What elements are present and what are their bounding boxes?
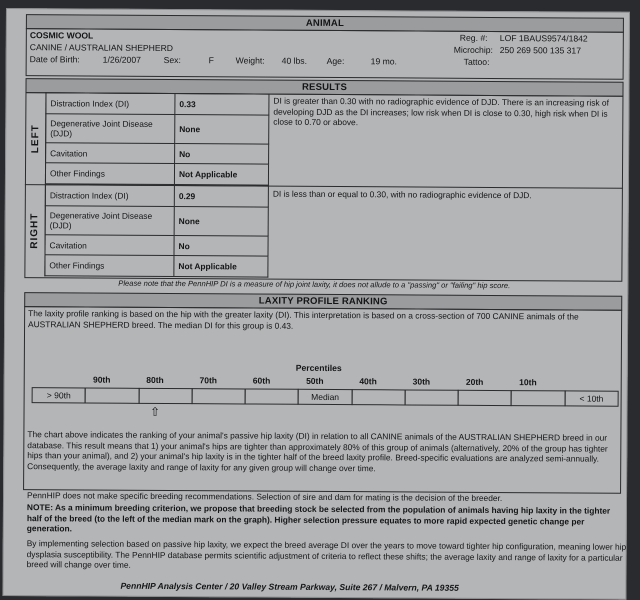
age-value: 19 mo. xyxy=(370,56,397,67)
percentile-label: 60th xyxy=(252,375,271,386)
percentile-cell xyxy=(138,388,192,404)
right-cavitation-value: No xyxy=(174,236,268,257)
percentile-label: 50th xyxy=(306,375,324,386)
right-hip-table xyxy=(44,184,269,277)
percentile-cell xyxy=(458,390,512,406)
ranking-explanation: The chart above indicates the ranking of your animal's passive hip laxity (DI) in relation to all CANINE animals of the AUSTRALIAN SHEPHERD breed in our database. This result means that 1) your animal's hips are tighter than approximately 80% of this group of animals (alternatively, 20% of the group has tighter hips than your animal), and 2) your animal's hip laxity is in the tighter half of the breed laxity profile. Breed-specific evaluations are analyzed semi-annually. Consequently, the average laxity and range of laxity for any given group will change over time. xyxy=(27,429,608,474)
right-di-label: Distraction Index (DI) xyxy=(45,185,174,207)
left-hip-comment: DI is greater than 0.30 with no radiographic evidence of DJD. There is an increasing risk of developing DJD as the DI increases; low risk when DI is close to 0.30, high risk when DI is close to 0.70 or above. xyxy=(273,95,609,128)
left-di-value: 0.33 xyxy=(175,94,269,116)
footer-address: PennHIP Analysis Center / 20 Valley Stream Parkway, Suite 267 / Malvern, PA 19355 xyxy=(120,580,459,593)
right-cavitation-label: Cavitation xyxy=(45,235,174,256)
animal-name: COSMIC WOOL xyxy=(29,30,94,41)
rank-marker-arrow-icon: ⇧ xyxy=(150,404,161,419)
ranking-intro: The laxity profile ranking is based on the hip with the greater laxity (DI). This interpretation is based on a cross-section of 700 CANINE animals of the AUSTRALIAN SHEPHERD breed. The median DI for this group is 0.43. xyxy=(28,308,579,331)
selection-explanation: By implementing selection based on passive hip laxity, we expect the breed average DI over the years to move toward tighter hip configuration, meaning lower hip dysplasia susceptibility. The PennHIP database permits scientific adjustment of criteria to reflect these shifts; the average laxity and range of laxity for a particular breed will change over time. xyxy=(26,538,627,570)
right-hip-comment: DI is less than or equal to 0.30, with no radiographic evidence of DJD. xyxy=(272,188,532,201)
sex-value: F xyxy=(208,55,214,66)
percentile-label: 80th xyxy=(146,374,164,385)
percentile-cell xyxy=(85,387,139,403)
percentile-label: 10th xyxy=(519,377,537,388)
results-note: Please note that the PennHIP DI is a measure of hip joint laxity, it does not allude to a "passing" or "failing" hip score. xyxy=(118,278,511,291)
left-hip-label: LEFT xyxy=(25,92,47,184)
left-hip-table xyxy=(45,92,270,185)
dob-value: 1/26/2007 xyxy=(102,54,141,65)
report-page xyxy=(2,8,630,600)
percentile-label: 20th xyxy=(465,376,484,387)
percentile-cell-bottom: < 10th xyxy=(564,390,618,406)
ranking-section-header: LAXITY PROFILE RANKING xyxy=(24,292,622,311)
weight-label: Weight: xyxy=(235,55,265,66)
left-other-label: Other Findings xyxy=(45,163,174,185)
animal-section-header: ANIMAL xyxy=(26,14,624,33)
left-other-value: Not Applicable xyxy=(174,164,268,186)
left-di-label: Distraction Index (DI) xyxy=(46,93,175,115)
right-other-label: Other Findings xyxy=(45,255,174,277)
right-di-value: 0.29 xyxy=(174,186,268,208)
left-djd-value: None xyxy=(175,115,269,145)
age-label: Age: xyxy=(326,55,345,67)
percentiles-title: Percentiles xyxy=(295,362,342,374)
microchip-value: 250 269 500 135 317 xyxy=(499,45,582,56)
right-djd-label: Degenerative Joint Disease (DJD) xyxy=(45,206,174,236)
percentile-label: 40th xyxy=(359,376,377,387)
percentile-cell xyxy=(511,390,565,406)
results-section-header: RESULTS xyxy=(25,78,623,97)
percentile-label: 70th xyxy=(199,375,218,386)
right-hip-label: RIGHT xyxy=(24,184,46,276)
left-djd-label: Degenerative Joint Disease (DJD) xyxy=(46,114,175,144)
dob-label: Date of Birth: xyxy=(29,54,80,65)
sex-label: Sex: xyxy=(163,54,181,66)
weight-value: 40 lbs. xyxy=(281,55,308,66)
breeding-note: NOTE: As a minimum breeding criterion, we propose that breeding stock be selected from the population of animals having hip laxity in the tighter half of the breed (to the left of the median mark on the graph). Higher selection pressure equates to more rapid expected genetic change per generation. xyxy=(26,502,611,534)
percentile-cell-median: Median xyxy=(298,389,352,405)
percentile-label: 90th xyxy=(92,374,111,385)
percentile-cell xyxy=(351,389,405,405)
right-djd-value: None xyxy=(174,207,268,237)
microchip-label: Microchip: xyxy=(453,44,493,55)
left-cavitation-value: No xyxy=(175,144,269,165)
tattoo-label: Tattoo: xyxy=(463,56,490,67)
percentile-cell-top: > 90th xyxy=(32,387,86,403)
left-cavitation-label: Cavitation xyxy=(46,143,175,164)
reg-value: LOF 1BAUS9574/1842 xyxy=(499,33,588,44)
percentile-cell xyxy=(404,389,458,405)
percentile-cell xyxy=(191,388,245,404)
percentile-cell xyxy=(245,388,299,404)
animal-breed: CANINE / AUSTRALIAN SHEPHERD xyxy=(29,42,174,54)
right-other-value: Not Applicable xyxy=(174,256,268,278)
reg-label: Reg. #: xyxy=(459,32,488,43)
breeding-recommendation: PennHIP does not make specific breeding recommendations. Selection of sire and dam for mating is the decision of the breeder. xyxy=(26,490,503,504)
percentile-label: 30th xyxy=(412,376,431,387)
